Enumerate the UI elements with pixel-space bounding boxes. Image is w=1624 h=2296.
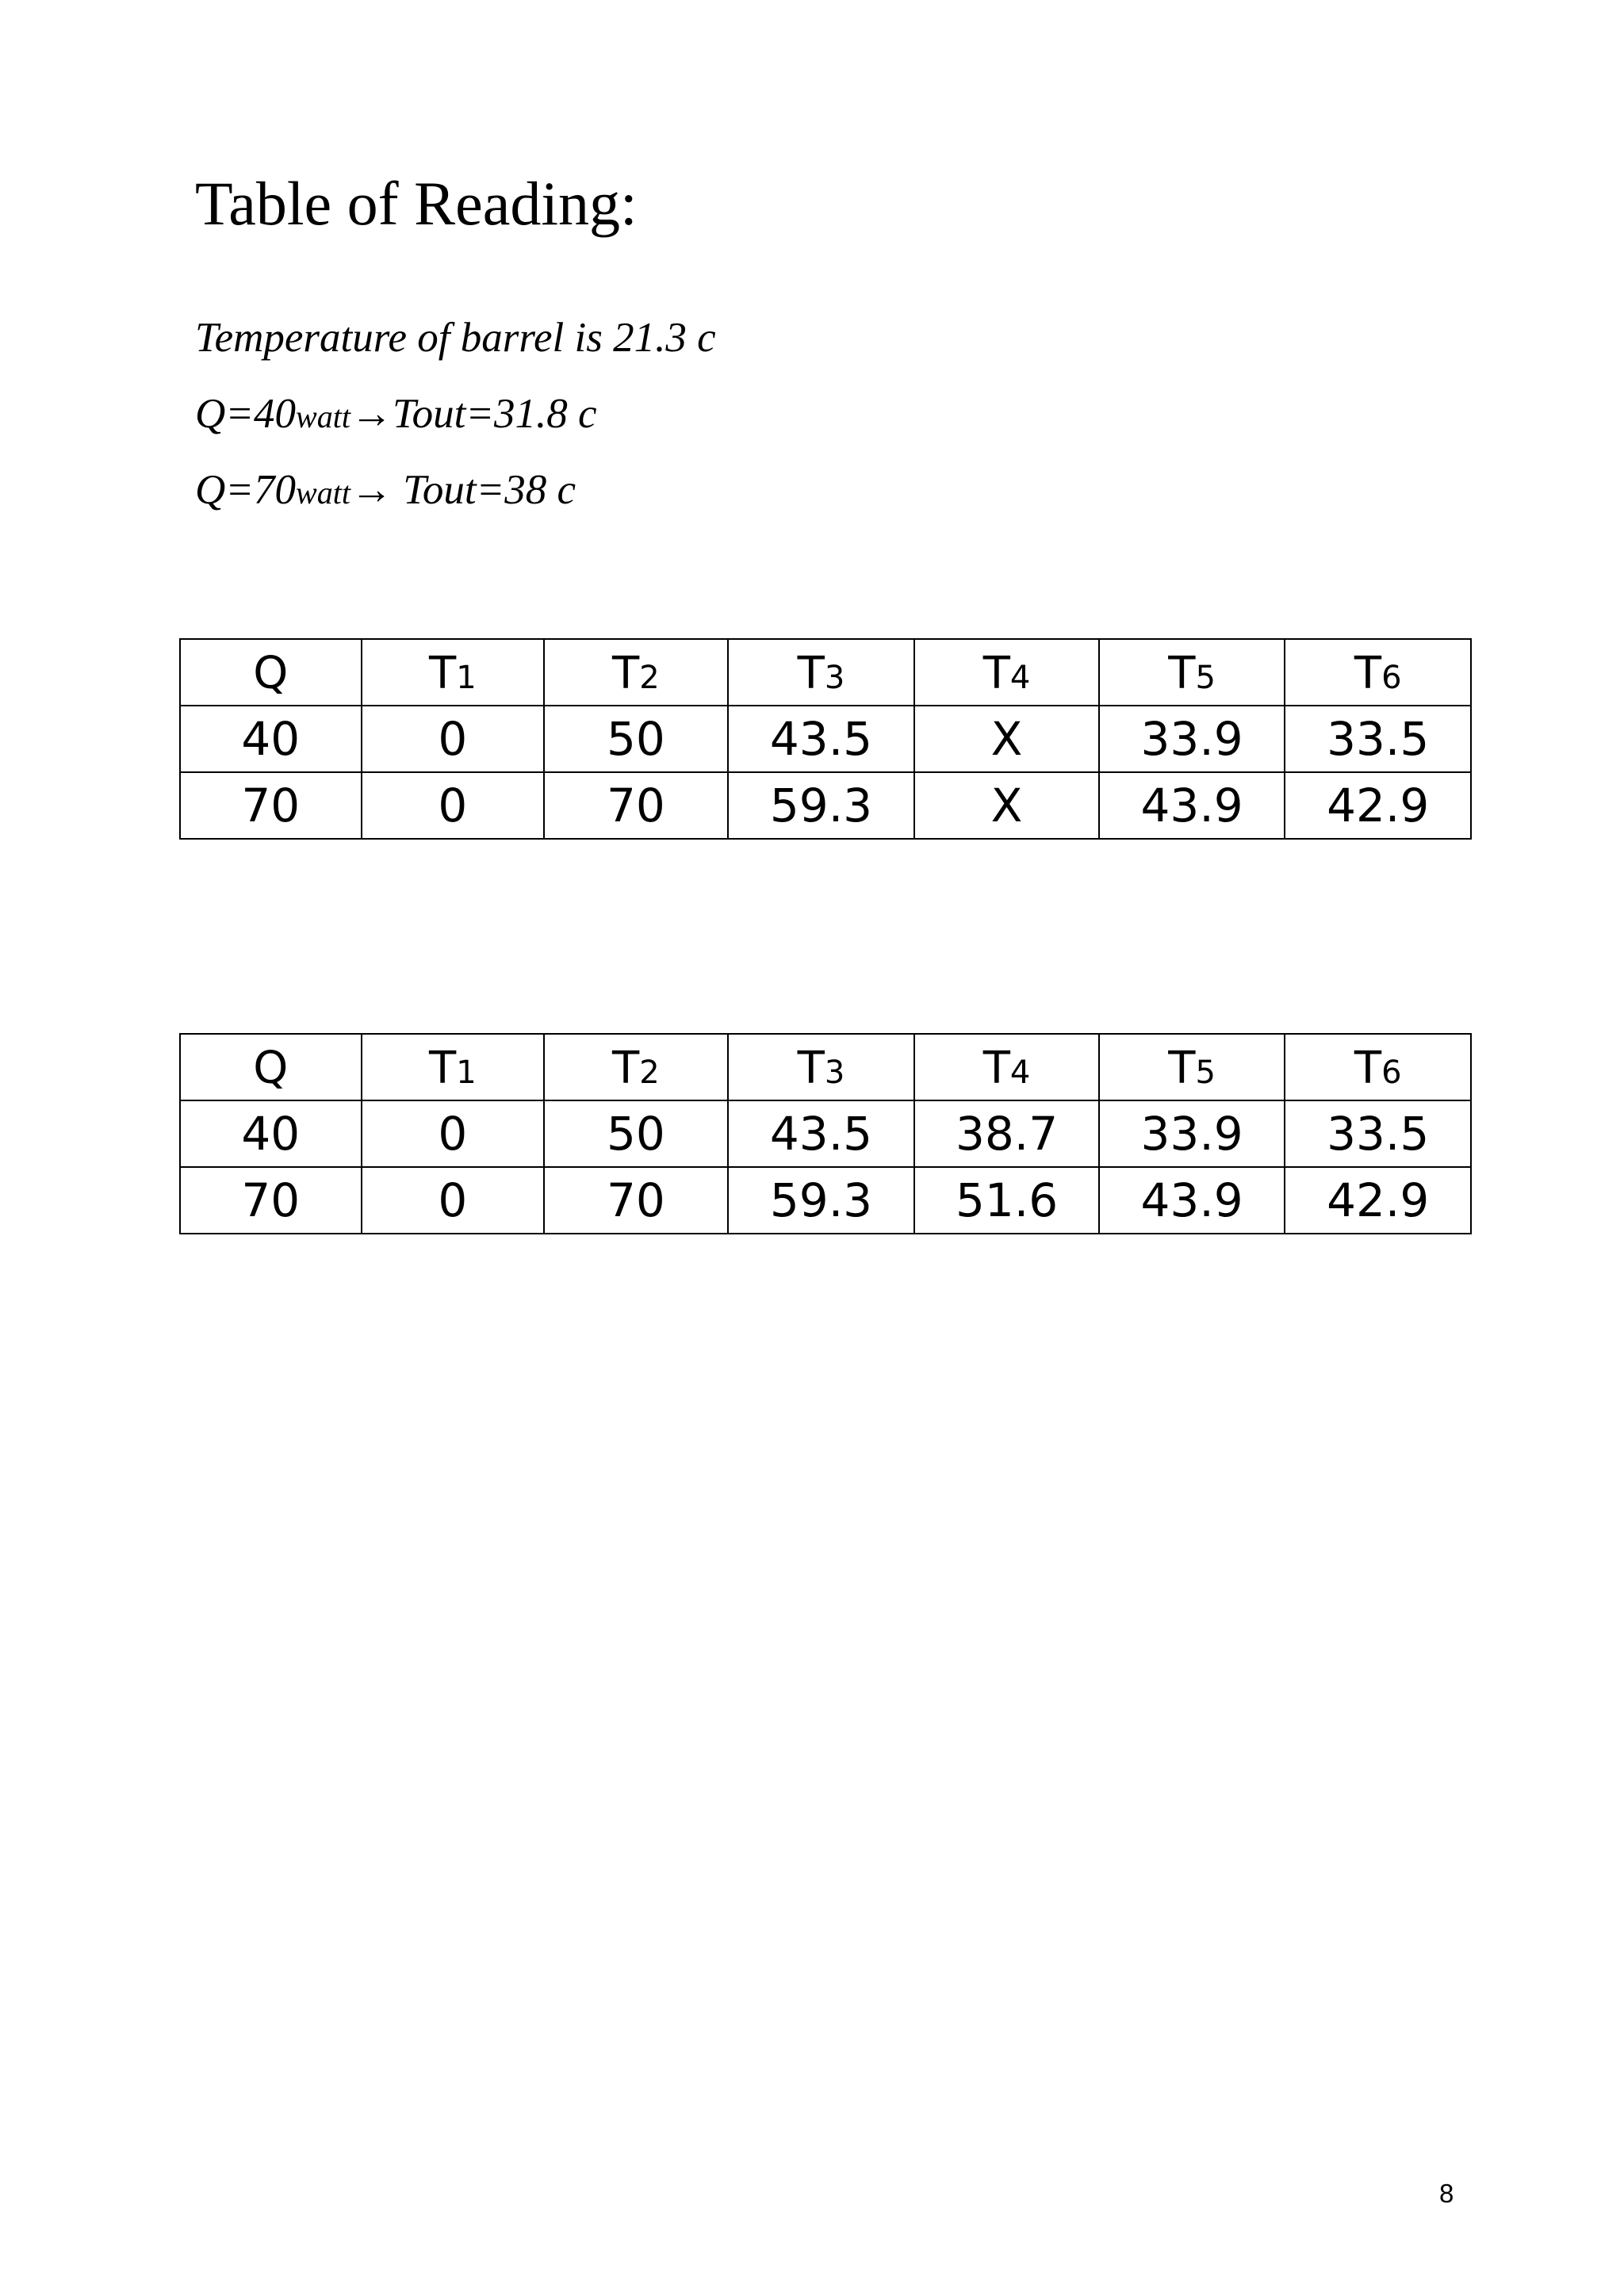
table-cell: 43.5	[728, 706, 915, 772]
header-cell	[362, 1034, 545, 1100]
q40-tout-note	[195, 393, 597, 435]
table-cell: 70	[180, 1167, 362, 1234]
table-cell: 70	[544, 772, 728, 839]
table-cell: 33.9	[1099, 1100, 1285, 1167]
table-cell: 59.3	[728, 1167, 915, 1234]
barrel-temperature-note: Temperature of barrel is 21.3 c	[195, 315, 716, 361]
header-symbol: T	[612, 647, 640, 699]
table-cell: 40	[180, 1100, 362, 1167]
table-cell: 40	[180, 706, 362, 772]
header-symbol: T	[1354, 647, 1382, 699]
table-cell: 0	[362, 1100, 545, 1167]
header-cell	[1285, 639, 1471, 706]
readings-table-2	[179, 1033, 1472, 1234]
header-symbol: T	[428, 1042, 457, 1094]
header-index: 5	[1195, 1054, 1216, 1091]
table-cell: 33.5	[1285, 1100, 1471, 1167]
q40-tout: Tout=31.8 c	[392, 391, 597, 437]
header-symbol: T	[428, 647, 457, 699]
table-cell: 43.5	[728, 1100, 915, 1167]
header-symbol: T	[797, 647, 825, 699]
header-index: 1	[456, 659, 477, 696]
header-index: 3	[824, 659, 845, 696]
header-symbol: T	[1168, 1042, 1196, 1094]
header-index: 3	[824, 1054, 845, 1091]
table-cell: 50	[544, 1100, 728, 1167]
table-cell: 33.5	[1285, 706, 1471, 772]
header-cell	[1099, 639, 1285, 706]
q40-label: Q=40	[195, 391, 297, 437]
header-symbol: T	[612, 1042, 640, 1094]
table-cell: 42.9	[1285, 1167, 1471, 1234]
header-cell	[914, 1034, 1099, 1100]
header-cell	[180, 1034, 362, 1100]
header-index: 6	[1381, 1054, 1402, 1091]
header-index: 4	[1009, 659, 1031, 696]
header-cell	[914, 639, 1099, 706]
table-cell: 50	[544, 706, 728, 772]
table-cell: 43.9	[1099, 1167, 1285, 1234]
q40-arrow: →	[350, 391, 393, 437]
header-cell	[544, 639, 728, 706]
header-symbol: T	[1354, 1042, 1382, 1094]
table-cell: 0	[362, 1167, 545, 1234]
table-row	[180, 1167, 1471, 1234]
q70-tout: Tout=38 c	[392, 467, 576, 513]
table-cell: 59.3	[728, 772, 915, 839]
table-cell: 38.7	[914, 1100, 1099, 1167]
header-cell	[1099, 1034, 1285, 1100]
header-cell	[180, 639, 362, 706]
q70-arrow: →	[350, 467, 393, 513]
q70-label: Q=70	[195, 467, 297, 513]
table-cell: 43.9	[1099, 772, 1285, 839]
table-cell: X	[914, 706, 1099, 772]
header-index: 6	[1381, 659, 1402, 696]
table-row	[180, 706, 1471, 772]
header-index: 4	[1009, 1054, 1031, 1091]
header-index: 2	[639, 659, 660, 696]
header-cell	[728, 1034, 915, 1100]
table-cell: 70	[544, 1167, 728, 1234]
header-symbol: T	[982, 1042, 1010, 1094]
table-cell: 51.6	[914, 1167, 1099, 1234]
q40-unit: watt	[296, 399, 350, 434]
header-cell	[1285, 1034, 1471, 1100]
header-symbol: T	[982, 647, 1010, 699]
header-cell	[362, 639, 545, 706]
table-cell: 42.9	[1285, 772, 1471, 839]
table-cell: 0	[362, 706, 545, 772]
table-header-row	[180, 1034, 1471, 1100]
page-number: 8	[1439, 2179, 1454, 2208]
header-cell	[544, 1034, 728, 1100]
header-symbol: Q	[253, 1042, 289, 1094]
table-cell: 33.9	[1099, 706, 1285, 772]
page-title: Table of Reading:	[195, 169, 638, 238]
table-row	[180, 772, 1471, 839]
readings-table-1	[179, 638, 1472, 840]
header-index: 1	[456, 1054, 477, 1091]
header-symbol: T	[1168, 647, 1196, 699]
table-row	[180, 1100, 1471, 1167]
q70-tout-note	[195, 469, 576, 511]
table-cell: 0	[362, 772, 545, 839]
table-cell: X	[914, 772, 1099, 839]
header-symbol: Q	[253, 647, 289, 699]
header-cell	[728, 639, 915, 706]
table-header-row	[180, 639, 1471, 706]
header-index: 2	[639, 1054, 660, 1091]
q70-unit: watt	[296, 475, 350, 511]
header-index: 5	[1195, 659, 1216, 696]
table-cell: 70	[180, 772, 362, 839]
header-symbol: T	[797, 1042, 825, 1094]
